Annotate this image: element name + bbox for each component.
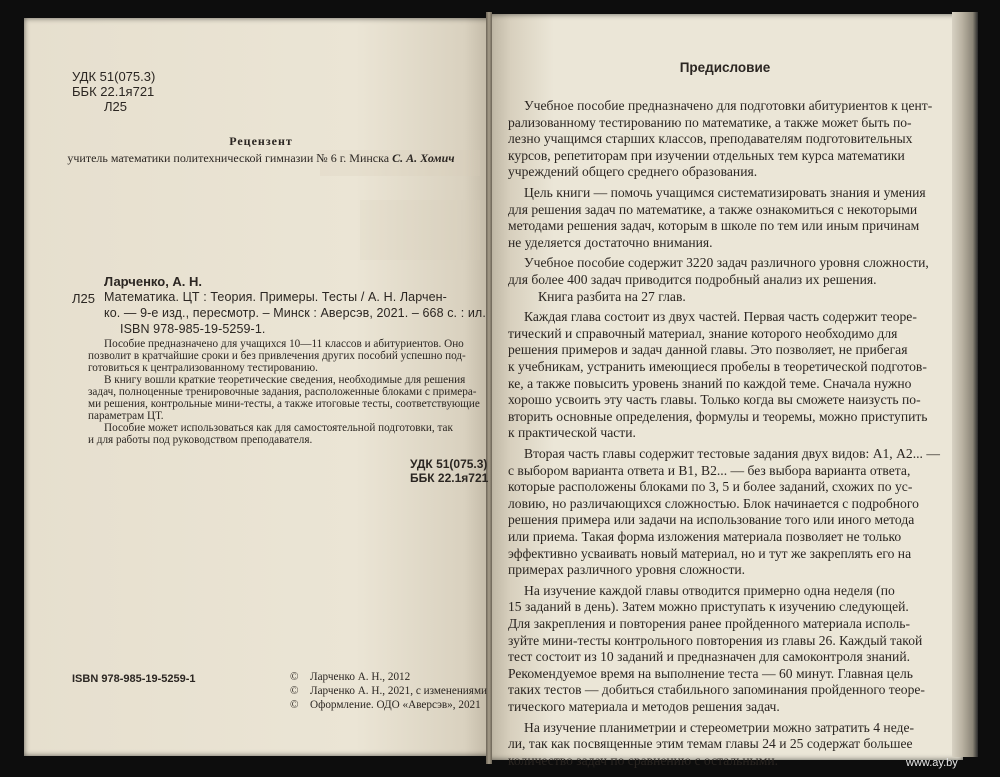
author-mark: Л25 (104, 99, 127, 114)
udk-code: УДК 51(075.3) (72, 69, 156, 84)
preface-line: Учебное пособие предназначено для подготовки абитуриентов к цент- (524, 98, 933, 113)
preface-line: к практической части. (508, 425, 636, 441)
author-mark-side: Л25 (72, 291, 95, 306)
copyright-line (290, 670, 410, 684)
abstract-line: и для работы под руководством преподавателя. (88, 434, 313, 446)
copyright-line (290, 684, 487, 698)
preface-line: с выбором варианта ответа и В1, В2... — без выбора варианта ответа, (508, 462, 911, 478)
copyright-symbol: © (290, 685, 299, 697)
preface-line: для более 400 задач приводится подробный анализ их решения. (508, 272, 877, 287)
preface-line: к учебникам, устранить имеющиеся пробелы в теоретической подготов- (508, 359, 927, 374)
abstract-line: позволит в кратчайшие сроки и без привлечения других пособий успешно под- (88, 350, 466, 362)
abstract-line: Пособие может использоваться как для самостоятельной подготовки, так (104, 422, 453, 434)
preface-line: вторить основные определения, формулы и теоремы, можно приступить (508, 408, 928, 424)
preface-line: На изучение каждой главы отводится примерно одна неделя (по (524, 582, 895, 598)
copyright-line (290, 698, 481, 712)
abstract-line: Пособие предназначено для учащихся 10—11 классов и абитуриентов. Оно (104, 338, 464, 350)
preface-line: учреждений общего среднего образования. (508, 164, 758, 180)
copyright-symbol: © (290, 699, 299, 711)
copyright-symbol: © (290, 671, 299, 683)
preface-line: эффективно усваивать новый материал, но и тут же закреплять его на (508, 545, 912, 561)
preface-line: количество задач по сравнению с остальными. (508, 752, 779, 768)
preface-line: Рекомендуемое время на выполнение теста — 60 минут. Главная цель (508, 665, 913, 681)
preface-line: ловию, но различающихся сложностью. Блок начинается с подробного (508, 495, 919, 511)
bbk-code: ББК 22.1я721 (72, 84, 155, 99)
reviewer-title: Рецензент (229, 134, 293, 148)
preface-line: решения примера или задачи на использование того или иного метода (508, 512, 915, 528)
preface-line: для решения задач по математике, а также ознакомиться с некоторыми (508, 201, 918, 217)
preface-line: Цель книги — помочь учащимся систематизировать знания и умения (524, 185, 926, 200)
udk-code-bottom: УДК 51(075.3) (410, 457, 488, 471)
page-edges (952, 12, 978, 757)
abstract-line: параметрам ЦТ. (88, 410, 164, 422)
reviewer-line (24, 151, 498, 165)
isbn-line: ISBN 978-985-19-5259-1. (120, 322, 266, 336)
abstract-line: задач, полноценные тренировочные задания, расположенные блоками с примера- (88, 386, 477, 398)
copyright-text: Оформление. ОДО «Аверсэв», 2021 (310, 699, 481, 711)
preface-line: 15 заданий в день). Затем можно приступать к изучению следующей. (508, 599, 909, 615)
isbn-bottom: ISBN 978-985-19-5259-1 (72, 673, 196, 685)
abstract-line: В книгу вошли краткие теоретические сведения, необходимые для решения (104, 374, 466, 386)
preface-line: тический и справочный материал, знание которого необходимо для (508, 325, 898, 341)
preface-line: тест состоит из 10 заданий и предназначен для самоконтроля знаний. (508, 649, 910, 665)
preface-line: тического материала и методов решения задач. (508, 699, 780, 714)
preface-line: примерах различного уровня сложности. (508, 562, 746, 578)
copyright-text: Ларченко А. Н., 2012 (310, 671, 411, 683)
preface-line: или приема. Такая форма изложения материала позволяет не только (508, 529, 902, 544)
preface-line: рализованному тестированию по математике, а также может быть по- (508, 114, 912, 130)
preface-line: Книга разбита на 27 глав. (538, 288, 686, 304)
preface-line: Вторая часть главы содержит тестовые задания двух видов: А1, А2... — (524, 446, 940, 461)
preface-heading: Предисловие (679, 60, 771, 75)
reviewer-position: учитель математики политехнической гимназии № 6 г. Минска (67, 151, 390, 165)
preface-line: решения примеров и задач данной главы. Это позволяет, не прибегая (508, 342, 908, 358)
watermark: www.ay.by (906, 757, 958, 769)
copyright-text: Ларченко А. Н., 2021, с изменениями (310, 685, 488, 697)
preface-line: Учебное пособие содержит 3220 задач различного уровня сложности, (524, 255, 929, 271)
bbk-code-bottom: ББК 22.1я721 (410, 471, 489, 485)
preface-line: таких тестов — добиться стабильного запоминания пройденного теоре- (508, 682, 925, 698)
abstract-line: готовиться к централизованному тестированию. (88, 362, 318, 374)
preface-line: которые расположены блоками по 3, 5 и более заданий, схожих по ус- (508, 479, 913, 495)
preface-line: Для закрепления и повторения ранее пройденного материала исполь- (508, 616, 911, 631)
preface-line: зуйте мини-тесты контрольного повторения из главы 26. Каждый такой (508, 632, 923, 648)
bib-line-1: Математика. ЦТ : Теория. Примеры. Тесты / А. Н. Ларчен- (104, 290, 447, 304)
author-heading: Ларченко, А. Н. (104, 274, 203, 289)
preface-line: ке, а также повысить уровень знаний по каждой теме. Сначала нужно (508, 375, 912, 391)
reviewer-name: С. А. Хомич (392, 151, 455, 165)
preface-line: не уделяется достаточно внимания. (508, 234, 713, 250)
preface-line: методами решения задач, которым в школе по тем или иным причинам (508, 218, 920, 234)
abstract-line: ми решения, контрольные мини-тесты, а также итоговые тесты, соответствующие (88, 398, 480, 410)
preface-line: На изучение планиметрии и стереометрии можно затратить 4 неде- (524, 719, 915, 735)
preface-line: лезно учащимся старших классов, преподавателям подготовительных (508, 131, 913, 147)
preface-line: хорошо усвоить эту часть главы. Только когда вы сможете наизусть по- (508, 392, 921, 408)
preface-line: курсов, репетиторам при изучении отдельных тем курса математики (508, 147, 905, 163)
cover-show-through (300, 150, 480, 260)
book-gutter (486, 12, 492, 764)
preface-line: Каждая глава состоит из двух частей. Первая часть содержит теоре- (524, 309, 917, 325)
bib-line-2: ко. — 9-е изд., пересмотр. – Минск : Аверсэв, 2021. – 668 с. : ил. (104, 306, 486, 320)
preface-line: ли, так как посвященные этим темам главы 24 и 25 содержат большее (508, 736, 913, 752)
